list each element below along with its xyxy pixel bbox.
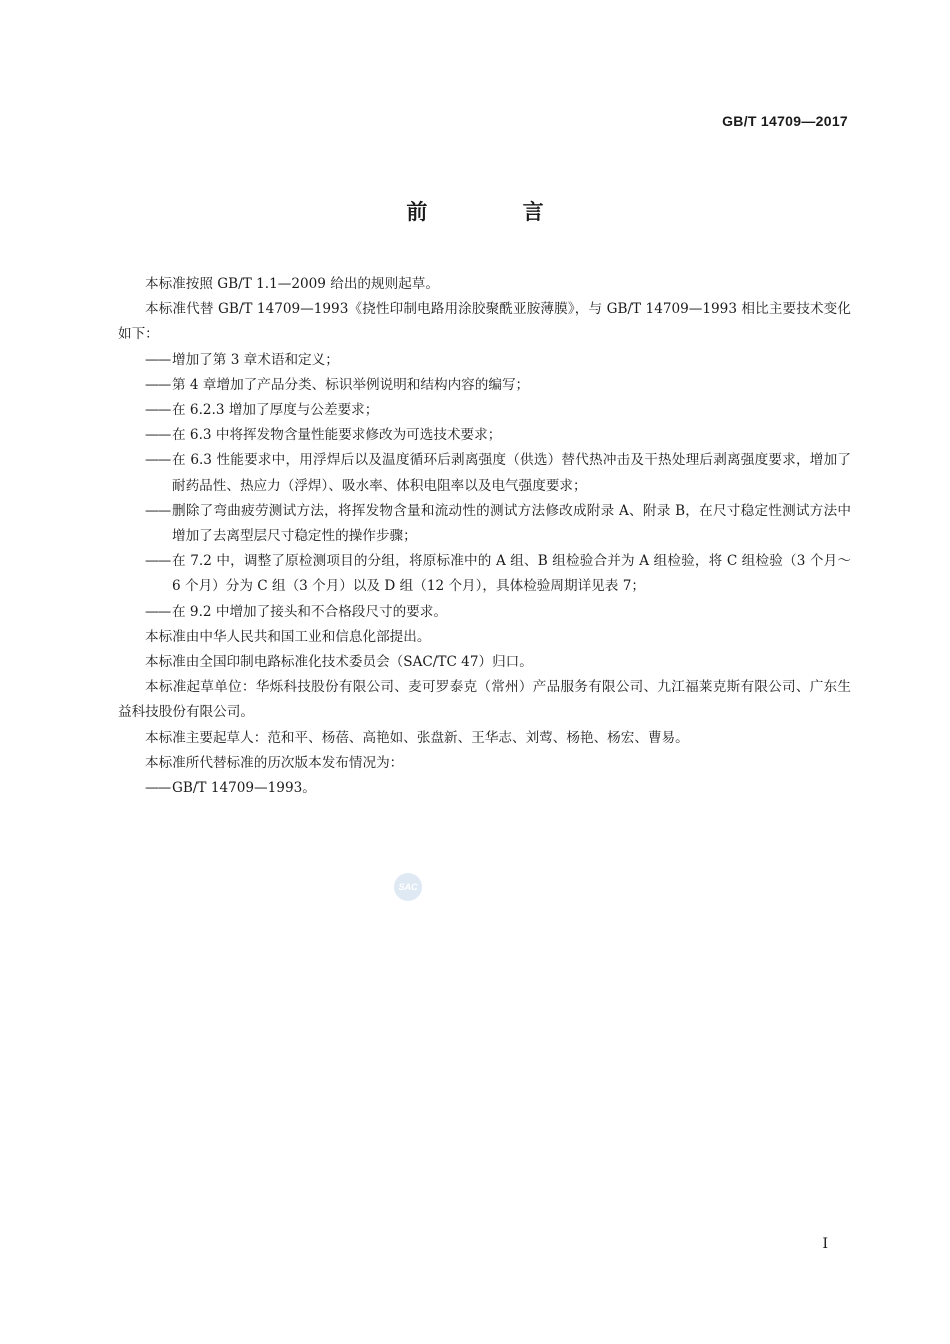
page-title: 前 言 bbox=[406, 200, 588, 224]
change-item bbox=[118, 373, 851, 398]
dash-glyph: —— bbox=[145, 553, 171, 570]
history-item bbox=[118, 776, 851, 801]
change-item bbox=[118, 398, 851, 423]
page-number: I bbox=[822, 1236, 828, 1252]
closing-paragraph: 本标准主要起草人：范和平、杨蓓、高艳如、张盘新、王华志、刘莺、杨艳、杨宏、曹易。 bbox=[145, 729, 689, 746]
dash-glyph: —— bbox=[145, 603, 171, 620]
dash-glyph: —— bbox=[145, 427, 171, 444]
change-item bbox=[118, 448, 851, 498]
change-item bbox=[118, 499, 851, 549]
dash-glyph: —— bbox=[145, 452, 171, 469]
dash-glyph: —— bbox=[145, 402, 171, 419]
closing-paragraph: 本标准由中华人民共和国工业和信息化部提出。 bbox=[145, 628, 431, 645]
change-item-text: 在 6.3 中将挥发物含量性能要求修改为可选技术要求； bbox=[172, 427, 502, 444]
change-item bbox=[118, 600, 851, 625]
closing-paragraph: 本标准由全国印制电路标准化技术委员会（SAC/TC 47）归口。 bbox=[145, 654, 533, 671]
change-item bbox=[118, 549, 851, 599]
change-item-text: 在 7.2 中，调整了原检测项目的分组，将原标准中的 A 组、B 组检验合并为 A 组检验，将 C 组检验（3 个月～6 个月）分为 C 组（3 个月）以及 D 组（12 个月），具体检验周期详见表 7； bbox=[172, 553, 851, 595]
change-item-text: 增加了第 3 章术语和定义； bbox=[172, 351, 339, 368]
dash-glyph: —— bbox=[145, 351, 171, 368]
dash-glyph: —— bbox=[145, 780, 171, 797]
change-item-text: 在 6.2.3 增加了厚度与公差要求； bbox=[172, 402, 379, 419]
standard-code-header: GB/T 14709—2017 bbox=[722, 113, 848, 129]
change-item bbox=[118, 348, 851, 373]
intro-paragraph: 本标准代替 GB/T 14709—1993《挠性印制电路用涂胶聚酰亚胺薄膜》，与 GB/T 14709—1993 相比主要技术变化如下： bbox=[118, 301, 851, 343]
intro-paragraph: 本标准按照 GB/T 1.1—2009 给出的规则起草。 bbox=[145, 276, 439, 292]
history-item-text: GB/T 14709—1993。 bbox=[172, 780, 316, 797]
change-item bbox=[118, 423, 851, 448]
change-item-text: 在 6.3 性能要求中，用浮焊后以及温度循环后剥离强度（供选）替代热冲击及干热处理后剥离强度要求，增加了耐药品性、热应力（浮焊）、吸水率、体积电阻率以及电气强度要求； bbox=[172, 452, 851, 494]
dash-glyph: —— bbox=[145, 502, 171, 519]
change-item-text: 在 9.2 中增加了接头和不合格段尺寸的要求。 bbox=[172, 603, 447, 620]
change-item-text: 删除了弯曲疲劳测试方法，将挥发物含量和流动性的测试方法修改成附录 A、附录 B，在尺寸稳定性测试方法中增加了去离型层尺寸稳定性的操作步骤； bbox=[172, 502, 851, 545]
document-body bbox=[118, 272, 851, 801]
dash-glyph: —— bbox=[145, 376, 171, 393]
sac-watermark-logo: SAC bbox=[394, 873, 422, 901]
closing-paragraph: 本标准所代替标准的历次版本发布情况为： bbox=[145, 754, 404, 771]
closing-paragraph: 本标准起草单位：华烁科技股份有限公司、麦可罗泰克（常州）产品服务有限公司、九江福莱克斯有限公司、广东生益科技股份有限公司。 bbox=[118, 679, 851, 721]
change-item-text: 第 4 章增加了产品分类、标识举例说明和结构内容的编写； bbox=[172, 376, 530, 393]
